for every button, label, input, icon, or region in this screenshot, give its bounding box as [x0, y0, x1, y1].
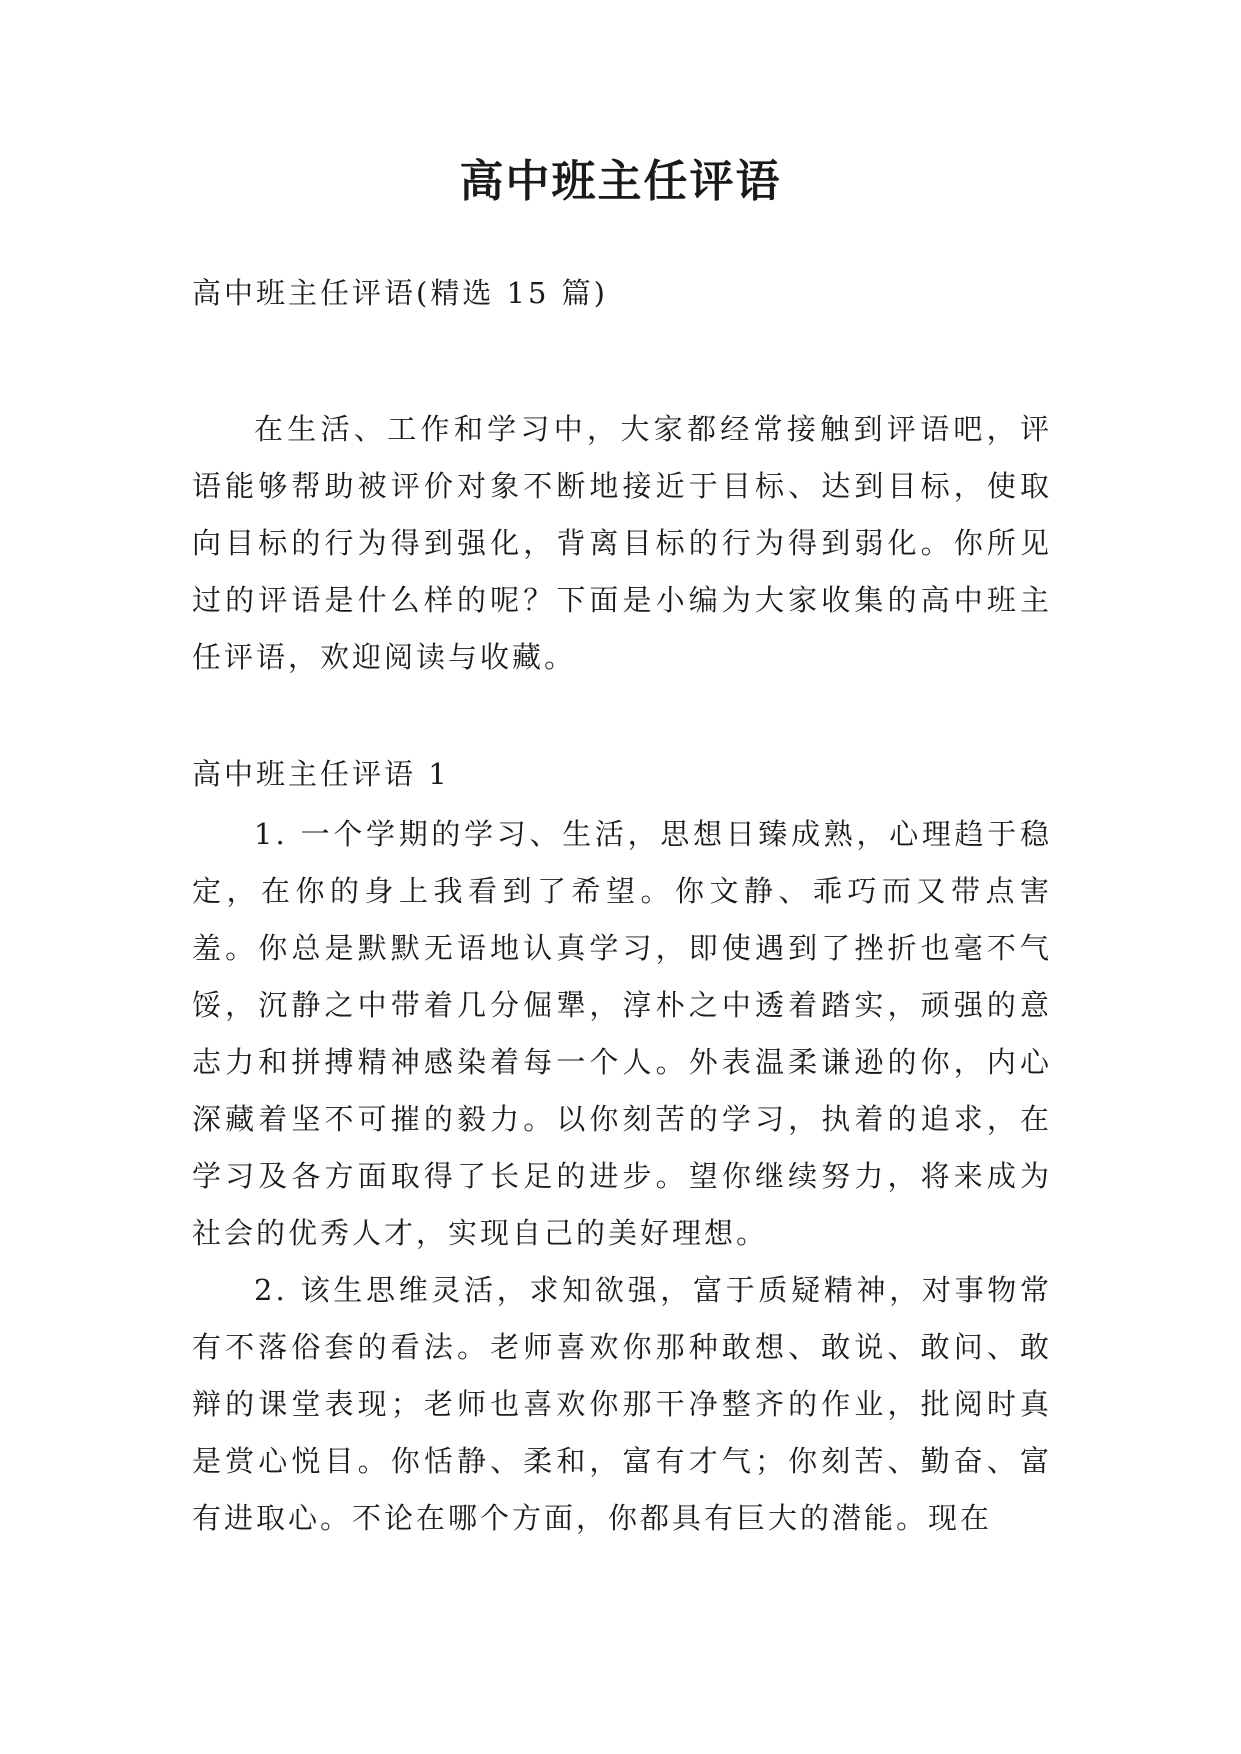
document-subtitle: 高中班主任评语(精选 15 篇)	[192, 276, 608, 310]
comment-paragraph-1: 1. 一个学期的学习、生活，思想日臻成熟，心理趋于稳定，在你的身上我看到了希望。你文静、乖巧而又带点害羞。你总是默默无语地认真学习，即使遇到了挫折也毫不气馁，沉静之中带着几分倔犟，淳朴之中透着踏实，顽强的意志力和拼搏精神感染着每一个人。外表温柔谦逊的你，内心深藏着坚不可摧的毅力。以你刻苦的学习，执着的追求，在学习及各方面取得了长足的进步。望你继续努力，将来成为社会的优秀人才，实现自己的美好理想。	[192, 817, 1052, 1250]
section-heading: 高中班主任评语 1	[192, 757, 450, 791]
intro-paragraph: 在生活、工作和学习中，大家都经常接触到评语吧，评语能够帮助被评价对象不断地接近于目标、达到目标，使取向目标的行为得到强化，背离目标的行为得到弱化。你所见过的评语是什么样的呢？下面是小编为大家收集的高中班主任评语，欢迎阅读与收藏。	[192, 412, 1052, 674]
comment-paragraph-2: 2. 该生思维灵活，求知欲强，富于质疑精神，对事物常有不落俗套的看法。老师喜欢你那种敢想、敢说、敢问、敢辩的课堂表现；老师也喜欢你那干净整齐的作业，批阅时真是赏心悦目。你恬静、柔和，富有才气；你刻苦、勤奋、富有进取心。不论在哪个方面，你都具有巨大的潜能。现在	[192, 1273, 1052, 1535]
document-title: 高中班主任评语	[459, 156, 782, 207]
